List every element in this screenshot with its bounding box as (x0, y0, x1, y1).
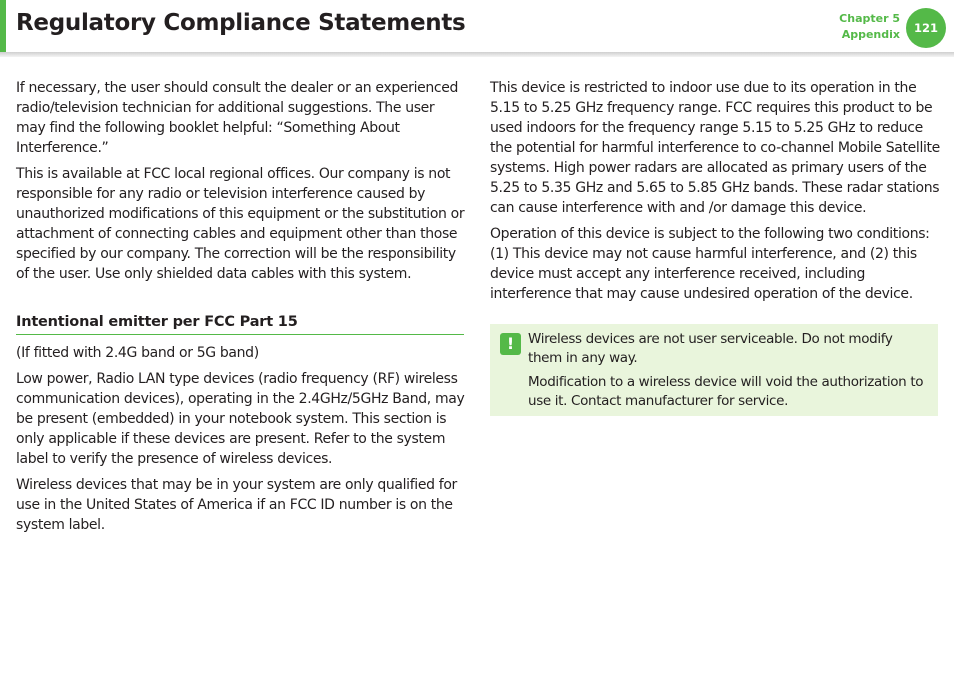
page-number-badge: 121 (906, 8, 946, 48)
header-accent-bar (0, 0, 6, 52)
chapter-info (820, 11, 900, 43)
note-text (528, 330, 928, 416)
caution-icon: ! (500, 333, 521, 355)
note-line: Modification to a wireless device will void the authorization to use it. Contact manufacturer for service. (528, 374, 924, 409)
paragraph: This device is restricted to indoor use due to its operation in the 5.15 to 5.25 GHz frequency range. FCC requires this product to be used indoors for the frequency range 5.15 to 5.25 GHz to reduce the potential for harmful interference to co-channel Mobile Satellite systems. High power radars are allocated as primary users of the 5.25 to 5.35 GHz and 5.65 to 5.85 GHz bands. These radar stations can cause interference with and /or damage this device. (490, 80, 940, 216)
section-label: Appendix (841, 28, 900, 41)
chapter-label: Chapter 5 (839, 12, 900, 25)
paragraph: Wireless devices that may be in your system are only qualified for use in the United States of America if an FCC ID number is on the system label. (16, 477, 457, 533)
header-divider (0, 52, 954, 57)
paragraph: (If fitted with 2.4G band or 5G band) (16, 345, 259, 361)
page-title: Regulatory Compliance Statements (16, 10, 466, 36)
left-column (16, 78, 466, 541)
paragraph: This is available at FCC local regional offices. Our company is not responsible for any radio or television interference caused by unauthorized modifications of this equipment or the substitution or attachment of connecting cables and equipment other than those specified by our company. The correction will be the responsibility of the user. Use only shielded data cables with this system. (16, 166, 465, 282)
note-line: Wireless devices are not user serviceable. Do not modify them in any way. (528, 331, 893, 366)
caution-note (490, 324, 938, 416)
paragraph: If necessary, the user should consult the dealer or an experienced radio/television technician for additional suggestions. The user may find the following booklet helpful: “Something About Interference.” (16, 80, 459, 156)
section-spacer (16, 335, 466, 343)
paragraph: Low power, Radio LAN type devices (radio frequency (RF) wireless communication devices), operating in the 2.4GHz/5GHz Band, may be present (embedded) in your notebook system. This section is only applicable if these devices are present. Refer to the system label to verify the presence of wireless devices. (16, 371, 465, 467)
paragraph: Operation of this device is subject to the following two conditions: (1) This device may not cause harmful interference, and (2) this device must accept any interference received, including interference that may cause undesired operation of the device. (490, 226, 930, 302)
right-column (490, 78, 940, 310)
section-heading: Intentional emitter per FCC Part 15 (16, 312, 464, 335)
